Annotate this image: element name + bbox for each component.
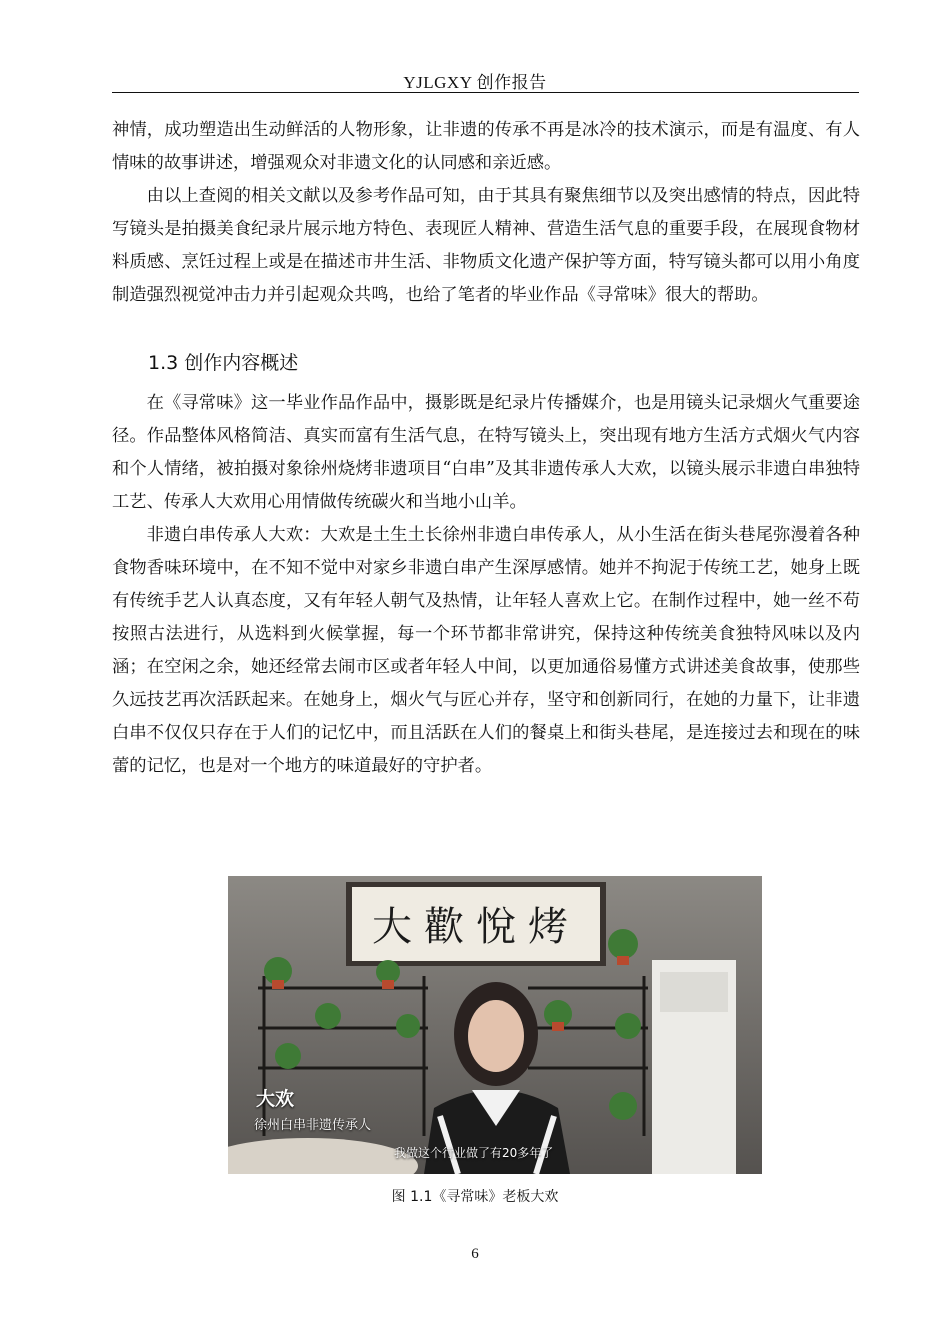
paragraph: 由以上查阅的相关文献以及参考作品可知，由于其具有聚焦细节以及突出感情的特点，因此特写镜头是拍摄美食纪录片展示地方特色、表现匠人精神、营造生活气息的重要手段，在展现食物材料质感、烹饪过程上或是在描述市井生活、非物质文化遗产保护等方面，特写镜头都可以用小角度制造强烈视觉冲击力并引起观众共鸣，也给了笔者的毕业作品《寻常味》很大的帮助。	[112, 186, 860, 305]
section-heading: 1.3 创作内容概述	[148, 352, 299, 374]
paragraph: 在《寻常味》这一毕业作品作品中，摄影既是纪录片传播媒介，也是用镜头记录烟火气重要途径。作品整体风格简洁、真实而富有生活气息，在特写镜头上，突出现有地方生活方式烟火气内容和个人情绪，被拍摄对象徐州烧烤非遗项目“白串”及其非遗传承人大欢，以镜头展示非遗白串独特工艺、传承人大欢用心用情做传统碳火和当地小山羊。	[112, 393, 860, 512]
overlay-subtitle: 我做这个行业做了有20多年了	[394, 1146, 554, 1160]
figure-caption: 图 1.1《寻常味》老板大欢	[391, 1189, 559, 1205]
calligraphy-text: 大歡悅烤	[372, 904, 580, 950]
body-text	[112, 114, 860, 783]
overlay-title: 徐州白串非遗传承人	[254, 1118, 372, 1133]
figure-photo	[228, 876, 762, 1174]
paragraph: 非遗白串传承人大欢：大欢是土生土长徐州非遗白串传承人，从小生活在街头巷尾弥漫着各种食物香味环境中，在不知不觉中对家乡非遗白串产生深厚感情。她并不拘泥于传统工艺，她身上既有传统手艺人认真态度，又有年轻人朝气及热情，让年轻人喜欢上它。在制作过程中，她一丝不苟按照古法进行，从选料到火候掌握，每一个环节都非常讲究，保持这种传统美食独特风味以及内涵；在空闲之余，她还经常去闹市区或者年轻人中间，以更加通俗易懂方式讲述美食故事，使那些久远技艺再次活跃起来。在她身上，烟火气与匠心并存，坚守和创新同行，在她的力量下，让非遗白串不仅仅只存在于人们的记忆中，而且活跃在人们的餐桌上和街头巷尾，是连接过去和现在的味蕾的记忆，也是对一个地方的味道最好的守护者。	[112, 525, 860, 776]
page-number: 6	[471, 1246, 479, 1262]
header-rule	[112, 92, 859, 93]
running-header: YJLGXY 创作报告	[403, 73, 547, 92]
overlay-name: 大欢	[256, 1088, 295, 1110]
paragraph: 神情，成功塑造出生动鲜活的人物形象，让非遗的传承不再是冰冷的技术演示，而是有温度、有人情味的故事讲述，增强观众对非遗文化的认同感和亲近感。	[112, 120, 860, 173]
